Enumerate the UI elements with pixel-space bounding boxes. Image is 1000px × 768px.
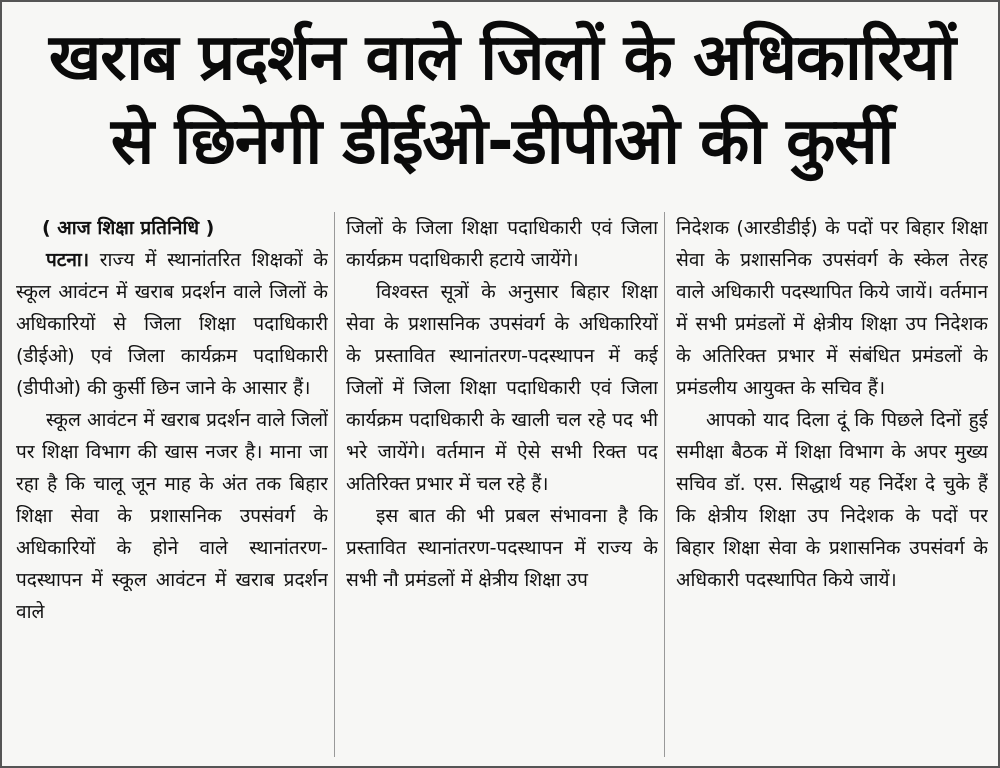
headline-line-1: खराब प्रदर्शन वाले जिलों के अधिकारियों — [48, 21, 956, 95]
paragraph: निदेशक (आरडीडीई) के पदों पर बिहार शिक्षा सेवा के प्रशासनिक उपसंवर्ग के स्केल तेरह वाले अधिकारी पदस्थापित किये जायें। वर्तमान में सभी प्रमंडलों में क्षेत्रीय शिक्षा उप निदेशक के अतिरिक्त प्रभार में संबंधित प्रमंडलों के प्रमंडलीय आयुक्त के सचिव हैं। — [676, 217, 988, 399]
paragraph: विश्वस्त सूत्रों के अनुसार बिहार शिक्षा सेवा के प्रशासनिक उपसंवर्ग के अधिकारियों के प्रस्तावित स्थानांतरण-पदस्थापन में कई जिलों में जिला शिक्षा पदाधिकारी एवं जिला कार्यक्रम पदाधिकारी के खाली चल रहे पद भी भरे जायेंगे। वर्तमान में ऐसे सभी रिक्त पद अतिरिक्त प्रभार में चल रहे हैं। — [346, 281, 658, 495]
headline — [2, 16, 1000, 184]
article-column-3 — [676, 212, 988, 762]
article-column-2 — [346, 212, 658, 762]
byline: ( आज शिक्षा प्रतिनिधि ) — [42, 217, 215, 239]
paragraph: इस बात की भी प्रबल संभावना है कि प्रस्तावित स्थानांतरण-पदस्थापन में राज्य के सभी नौ प्रमंडलों में क्षेत्रीय शिक्षा उप — [346, 505, 658, 591]
paragraph — [16, 244, 328, 404]
paragraph: आपको याद दिला दूं कि पिछले दिनों हुई समीक्षा बैठक में शिक्षा विभाग के अपर मुख्य सचिव डॉ. एस. सिद्धार्थ यह निर्देश दे चुके हैं कि क्षेत्रीय शिक्षा उप निदेशक के पदों पर बिहार शिक्षा सेवा के प्रशासनिक उपसंवर्ग के अधिकारी पदस्थापित किये जायें। — [676, 409, 988, 591]
headline-line-2: से छिनेगी डीईओ-डीपीओ की कुर्सी — [110, 105, 894, 179]
article-column-1 — [16, 212, 328, 762]
article-body — [12, 212, 992, 762]
paragraph-text: राज्य में स्थानांतरित शिक्षकों के स्कूल आवंटन में खराब प्रदर्शन वाले जिलों के अधिकारियों से जिला शिक्षा पदाधिकारी (डीईओ) एवं जिला कार्यक्रम पदाधिकारी (डीपीओ) की कुर्सी छिन जाने के आसार हैं। — [16, 249, 328, 399]
dateline: पटना। — [46, 249, 90, 271]
paragraph: जिलों के जिला शिक्षा पदाधिकारी एवं जिला कार्यक्रम पदाधिकारी हटाये जायेंगे। — [346, 217, 658, 271]
paragraph: स्कूल आवंटन में खराब प्रदर्शन वाले जिलों पर शिक्षा विभाग की खास नजर है। माना जा रहा है कि चालू जून माह के अंत तक बिहार शिक्षा सेवा के प्रशासनिक उपसंवर्ग के अधिकारियों के होने वाले स्थानांतरण-पदस्थापन में स्कूल आवंटन में खराब प्रदर्शन वाले — [16, 409, 328, 623]
